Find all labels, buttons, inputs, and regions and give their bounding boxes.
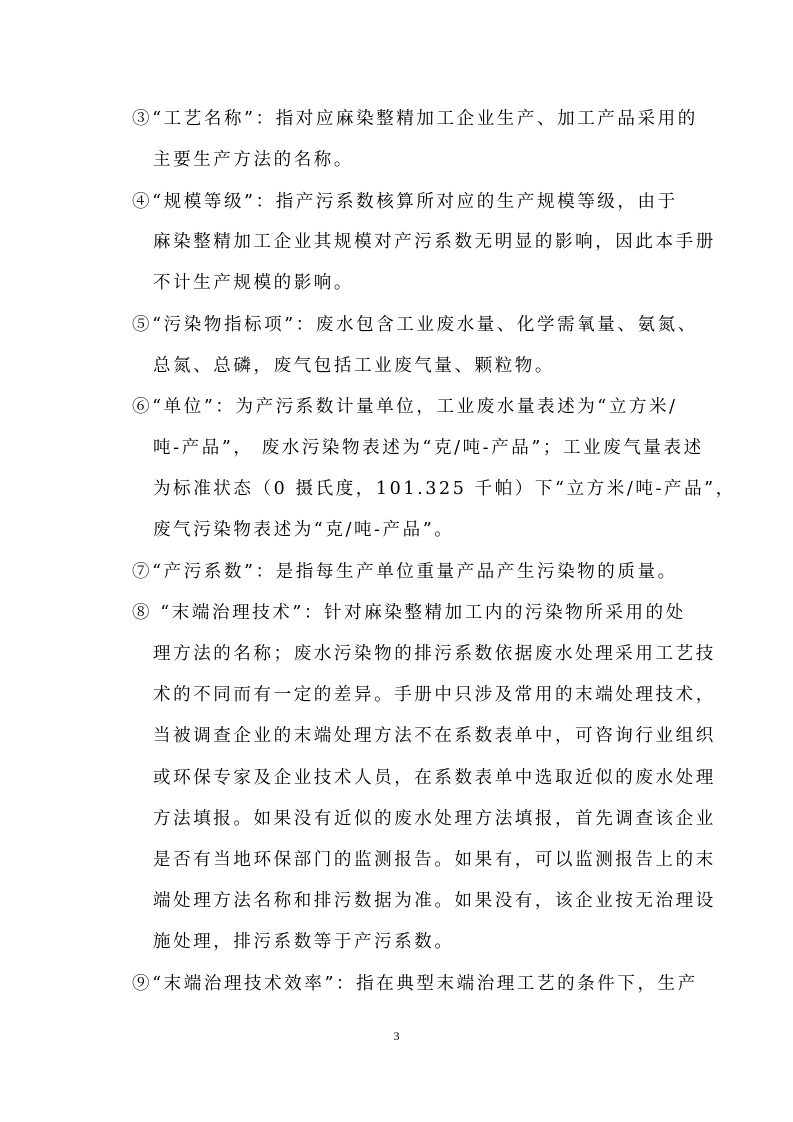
item-4-line-3: 不计生产规模的影响。: [153, 273, 354, 293]
page-number: 3: [393, 1029, 400, 1043]
item-5-line-2: 总氮、总磷，废气包括工业废气量、颗粒物。: [153, 356, 555, 376]
item-3-line-2: 主要生产方法的名称。: [153, 150, 354, 170]
item-6-line-1: ⑥“单位”：为产污系数计量单位，工业废水量表述为“立方米/: [132, 397, 678, 417]
item-8-line-6: 方法填报。如果没有近似的废水处理方法填报，首先调查该企业: [153, 809, 716, 829]
item-3-line-1: ③“工艺名称”：指对应麻染整精加工企业生产、加工产品采用的: [132, 109, 698, 129]
item-9-line-1: ⑨“末端治理技术效率”：指在典型末端治理工艺的条件下，生产: [132, 974, 698, 994]
item-6-line-3: 为标准状态（0 摄氏度，101.325 千帕）下“立方米/吨-产品”，: [153, 479, 736, 499]
item-8-line-4: 当被调查企业的末端处理方法不在系数表单中，可咨询行业组织: [153, 726, 716, 746]
item-8-line-7: 是否有当地环保部门的监测报告。如果有，可以监测报告上的末: [153, 850, 716, 870]
item-4-line-2: 麻染整精加工企业其规模对产污系数无明显的影响，因此本手册: [153, 232, 716, 252]
item-4-line-1: ④“规模等级”：指产污系数核算所对应的生产规模等级，由于: [132, 192, 678, 212]
item-6-line-2: 吨-产品”， 废水污染物表述为“克/吨-产品”；工业废气量表述: [153, 438, 704, 458]
item-8-line-9: 施处理，排污系数等于产污系数。: [153, 932, 455, 952]
item-8-line-5: 或环保专家及企业技术人员，在系数表单中选取近似的废水处理: [153, 768, 716, 788]
item-8-line-1: ⑧ “末端治理技术”：针对麻染整精加工内的污染物所采用的处: [132, 603, 686, 623]
item-7-line-1: ⑦“产污系数”：是指每生产单位重量产品产生污染物的质量。: [132, 562, 678, 582]
item-8-line-2: 理方法的名称；废水污染物的排污系数依据废水处理采用工艺技: [153, 644, 716, 664]
item-8-line-8: 端处理方法名称和排污数据为准。如果没有，该企业按无治理设: [153, 891, 716, 911]
item-6-line-4: 废气污染物表述为“克/吨-产品”。: [153, 520, 455, 540]
item-5-line-1: ⑤“污染物指标项”：废水包含工业废水量、化学需氧量、氨氮、: [132, 315, 698, 335]
item-8-line-3: 术的不同而有一定的差异。手册中只涉及常用的末端处理技术，: [153, 685, 716, 705]
